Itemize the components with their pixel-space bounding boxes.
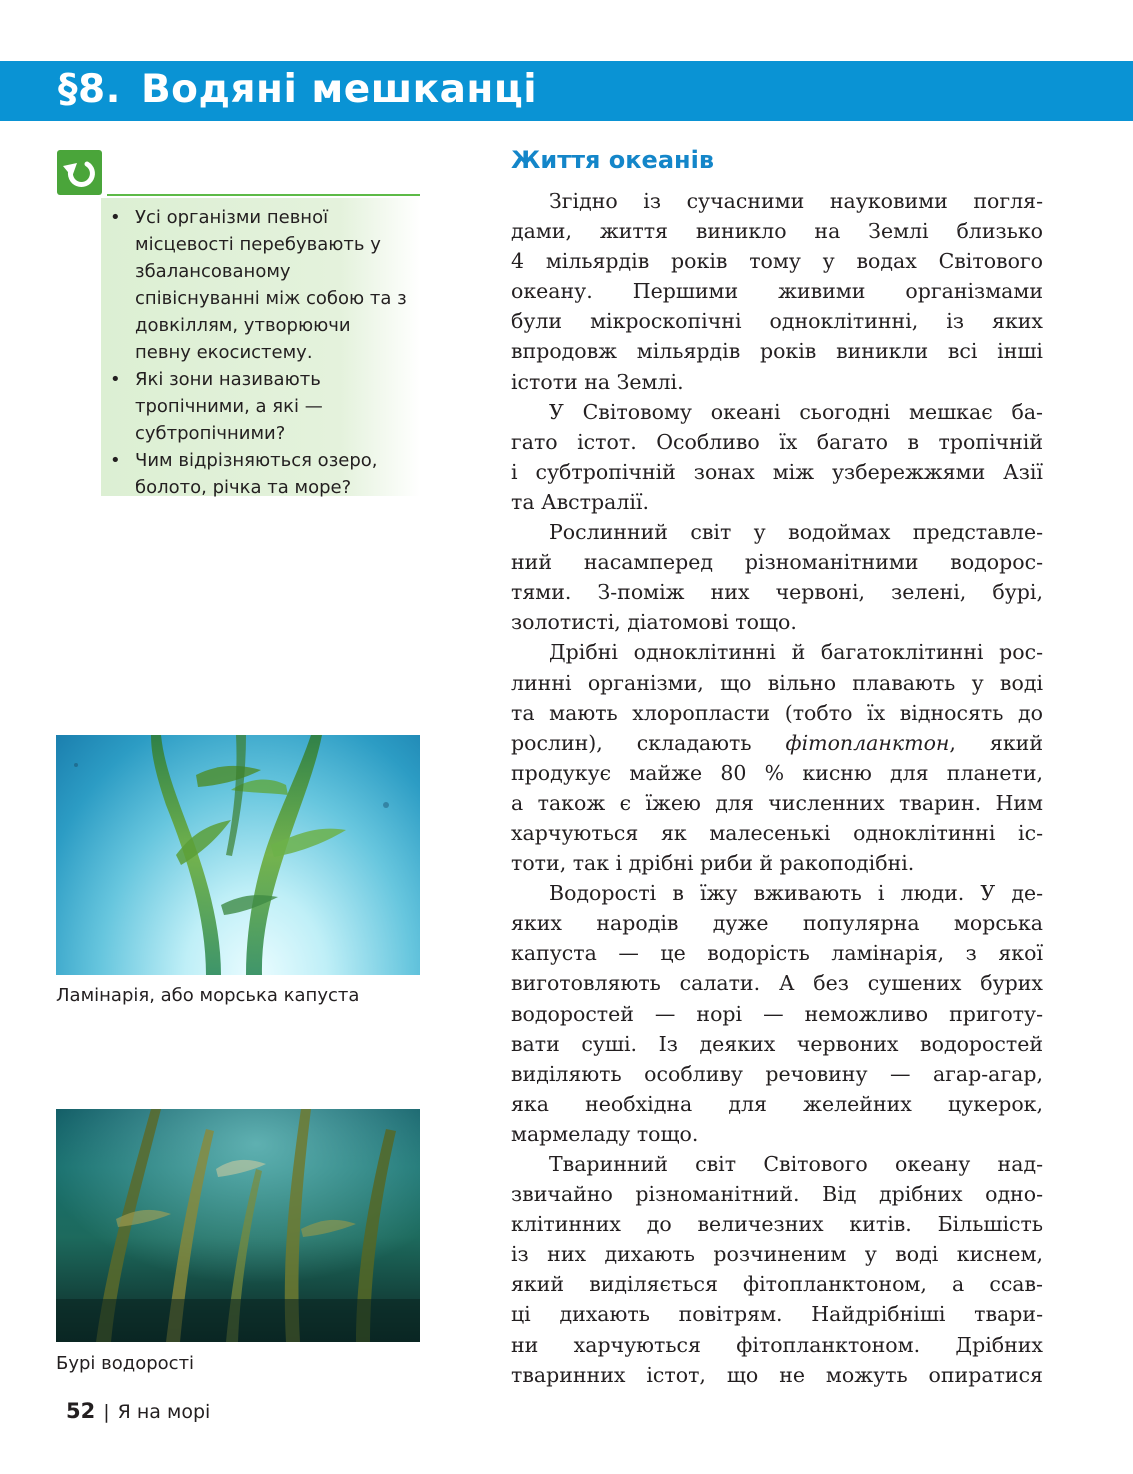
article-body [473,186,1043,1390]
text-line: харчуються як малесенькі одноклітинні іс- [511,820,1043,845]
review-item: • Чим відрізняються озеро, болото, річка та море? [107,447,412,501]
text-line: У Світовому океані сьогодні мешкає ба- [549,399,1043,424]
text-line: тваринних істот, що не можуть опиратися [511,1362,1043,1387]
text-line: із них дихають розчиненим у воді киснем, [511,1242,1043,1267]
paragraph [473,878,1043,1149]
text-line: океану. Першими живими організмами [511,279,1043,304]
page-number: 52 [66,1399,96,1423]
text-line: який виділяється фітопланктоном, а ссав- [511,1272,1043,1297]
kelp-photo [56,735,420,975]
text-line: Тваринний світ Світового океану над- [549,1152,1043,1176]
text-line: були мікроскопічні одноклітинні, із яких [511,309,1043,334]
text-line: тоти, так і дрібні риби й ракоподібні. [511,851,915,876]
paragraph [473,637,1043,878]
review-item: • Які зони називають тропічними, а які — субтропічними? [107,366,412,447]
text-line: та мають хлоропласти (тобто їх відносять до [511,700,1043,725]
text-line: Водорості в їжу вживають і люди. У де- [549,881,1043,906]
section-number: §8. [58,67,121,112]
text-line: клітинних до величезних китів. Більшість [511,1212,1043,1237]
text-line: а також є їжею для численних тварин. Ним [511,790,1043,815]
text-line: Згідно із сучасними науковими погля- [549,189,1043,213]
section-heading: Життя океанів [511,146,715,174]
text-line: дами, життя виникло на Землі близько [511,219,1043,244]
page-footer [66,1399,210,1423]
text-line: яка необхідна для желейних цукерок, [511,1091,1043,1116]
text-line: і субтропічній зонах між узбережжями Азії [511,459,1043,484]
brown-algae-photo [56,1109,420,1342]
paragraph [473,397,1043,517]
chapter-name: Я на морі [117,1401,211,1423]
text-line: ний насамперед різноманітними водорос- [511,550,1043,575]
text-line: гато істот. Особливо їх багато в тропічній [511,429,1043,454]
text-line: ни харчуються фітопланктоном. Дрібних [511,1332,1043,1357]
text-line: мармеладу тощо. [511,1121,699,1146]
text-line: вати суші. Із деяких червоних водоростей [511,1031,1043,1056]
text-line: ці дихають повітрям. Найдрібніші твари- [511,1302,1043,1327]
text-line: рослин), складають [511,730,752,755]
text-line: продукує майже 80 % кисню для планети, [511,760,1043,785]
text-line: золотисті, діатомові тощо. [511,610,797,635]
review-divider [107,194,420,196]
undo-arrow-icon [57,150,102,195]
section-title: Водяні мешканці [140,67,538,112]
footer-separator: | [103,1401,110,1423]
text-line: виділяють особливу речовину — агар-агар, [511,1061,1043,1086]
text-line: звичайно різноманітний. Від дрібних одно- [511,1182,1043,1207]
review-item: • Усі організми певної місцевості перебувають у збалансованому співіснуванні між собою та з довкіллям, утворюючи певну екосистему. [107,204,412,366]
paragraph [473,517,1043,637]
text-line: 4 мільярдів років тому у водах Світового [511,249,1043,274]
text-line: впродовж мільярдів років виникли всі інші [511,339,1043,364]
text-line: капуста — це водорість ламінарія, з якої [511,941,1043,966]
text-line: линні організми, що вільно плавають у воді [511,670,1043,695]
text-line: та Австралії. [511,489,649,514]
text-line: Рослинний світ у водоймах представле- [549,520,1043,545]
paragraph [473,186,1043,397]
page-title [58,61,537,121]
text-line: водоростей — норі — неможливо приготу- [511,1001,1043,1026]
figure-caption: Бурі водорості [56,1353,195,1374]
text-line: істоти на Землі. [511,369,684,394]
text-line: тями. З-поміж них червоні, зелені, бурі, [511,580,1043,605]
paragraph [473,1149,1043,1390]
text-line-tail: , який [949,730,1043,755]
review-list [107,204,412,501]
figure-caption: Ламінарія, або морська капуста [56,985,360,1006]
text-line: яких народів дуже популярна морська [511,911,1043,936]
text-line: Дрібні одноклітинні й багатоклітинні рос- [549,640,1043,665]
text-line: виготовляють салати. А без сушених бурих [511,971,1043,996]
text-line-with-term [473,728,1043,758]
term-phytoplankton: фітопланктон [785,730,950,755]
